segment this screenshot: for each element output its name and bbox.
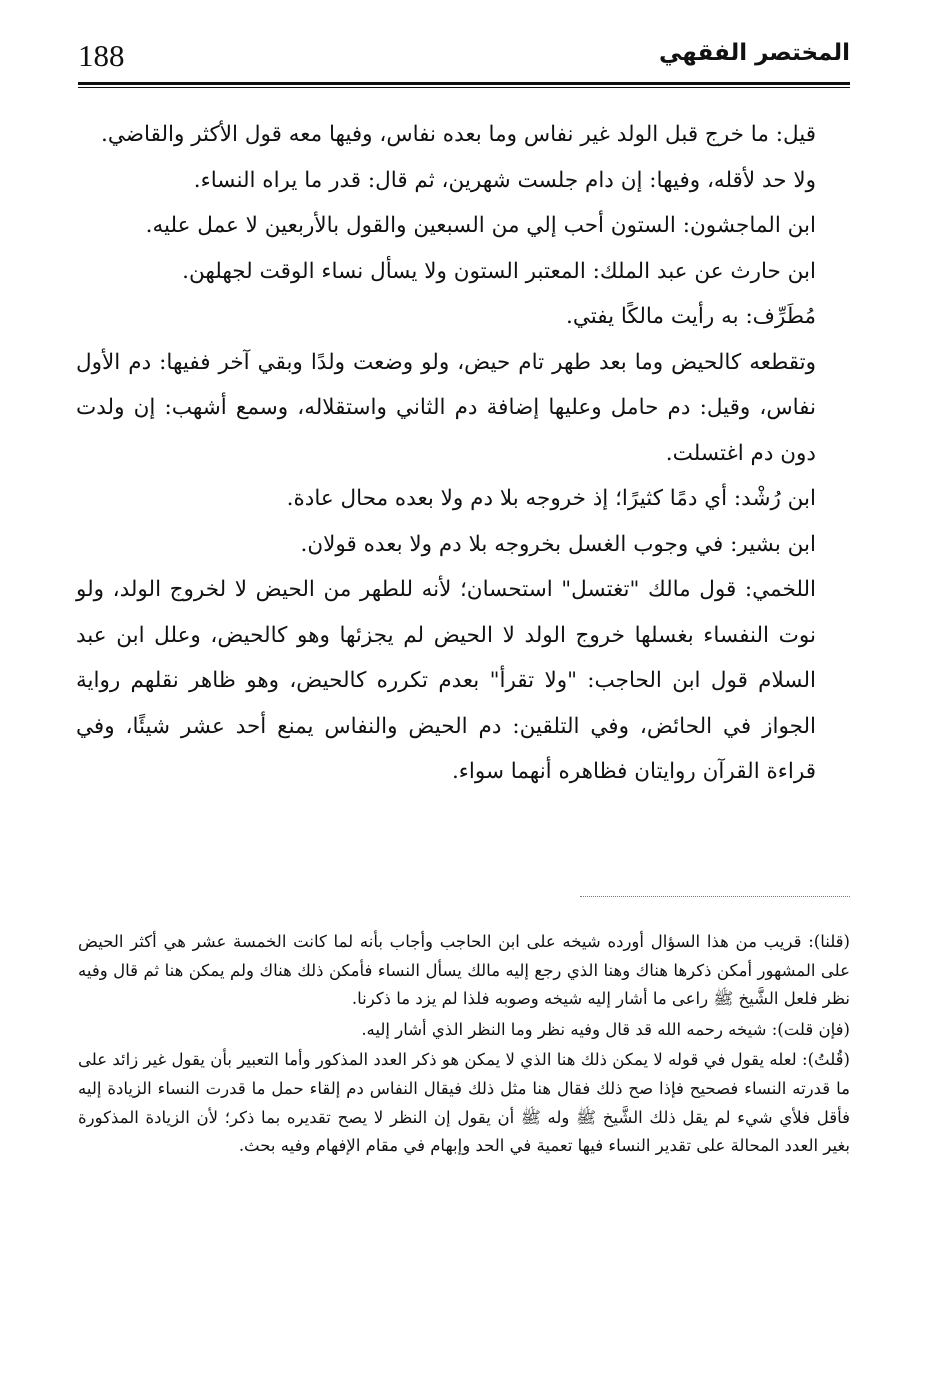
paragraph: ولا حد لأقله، وفيها: إن دام جلست شهرين، ثم قال: قدر ما يراه النساء.: [193, 167, 816, 193]
footnote: (قُلتُ): لعله يقول في قوله لا يمكن ذلك هنا الذي لا يمكن هو ذكر العدد المذكور وأما التعبير بأن يقول غير زائد على ما قدرته النساء فصحيح فإذا صح ذلك فقال هنا مثل ذلك فيقال النفاس دم إلقاء حمل ما قدرت النساء الزيادة إليه فأقل فلأي شيء لم يقل ذلك الشَّيخ ﷺ وله ﷺ أن يقول إن النظر لا يصح تقديره بما ذكر؛ لأن الزيادة المذكورة بغير العدد المحالة على تقدير النساء فيها تعمية في الحد وإبهام في مقام الإفهام وفيه بحث.: [78, 1050, 850, 1156]
paragraph: اللخمي: قول مالك "تغتسل" استحسان؛ لأنه للطهر من الحيض لا لخروج الولد، ولو نوت النفساء بغسلها خروج الولد لا الحيض لم يجزئها وهو كالحيض، وعلل ابن عبد السلام قول ابن الحاجب: "ولا تقرأ" بعدم تكرره كالحيض، وهو ظاهر نقلهم رواية الجواز في الحائض، وفي التلقين: دم الحيض والنفاس يمنع أحد عشر شيئًا، وفي قراءة القرآن روايتان فظاهره أنهما سواء.: [76, 577, 816, 784]
paragraph: ابن رُشْد: أي دمًا كثيرًا؛ إذ خروجه بلا دم ولا بعده محال عادة.: [286, 486, 816, 511]
footnote: (فإن قلت): شيخه رحمه الله قد قال وفيه نظر وما النظر الذي أشار إليه.: [361, 1019, 850, 1039]
book-title: المختصر الفقهي: [659, 40, 850, 66]
main-text: [76, 112, 850, 795]
page-number: 188: [78, 38, 125, 73]
paragraph: ابن بشير: في وجوب الغسل بخروجه بلا دم ولا بعده قولان.: [300, 531, 816, 557]
paragraph: وتقطعه كالحيض وما بعد طهر تام حيض، ولو وضعت ولدًا وبقي آخر ففيها: دم الأول نفاس، وقيل: دم حامل وعليها إضافة دم الثاني واستقلاله، وسمع أشهب: إن ولدت دون دم اغتسلت.: [76, 349, 816, 466]
header-rule: [78, 82, 850, 88]
footnotes: [78, 928, 850, 1163]
page-header: [78, 30, 850, 88]
paragraph: قيل: ما خرج قبل الولد غير نفاس وما بعده نفاس، وفيها معه قول الأكثر والقاضي.: [101, 122, 816, 147]
footnote: (قلنا): قريب من هذا السؤال أورده شيخه على ابن الحاجب وأجاب بأنه لما كانت الخمسة عشر هي أكثر الحيض على المشهور أمكن ذكرها هناك وهنا الذي رجع إليه مالك يسأل النساء فأمكن ذلك هناك ولم يمكن هنا ثم قال وفيه نظر فلعل الشَّيخ ﷺ راعى ما أشار إليه شيخه وصوبه فلذا لم يزد ما ذكرنا.: [78, 932, 850, 1009]
paragraph: ابن حارث عن عبد الملك: المعتبر الستون ولا يسأل نساء الوقت لجهلهن.: [182, 258, 816, 284]
paragraph: ابن الماجشون: الستون أحب إلي من السبعين والقول بالأربعين لا عمل عليه.: [145, 213, 816, 238]
footnote-separator: [580, 896, 850, 897]
paragraph: مُطَرِّف: به رأيت مالكًا يفتي.: [566, 304, 816, 329]
